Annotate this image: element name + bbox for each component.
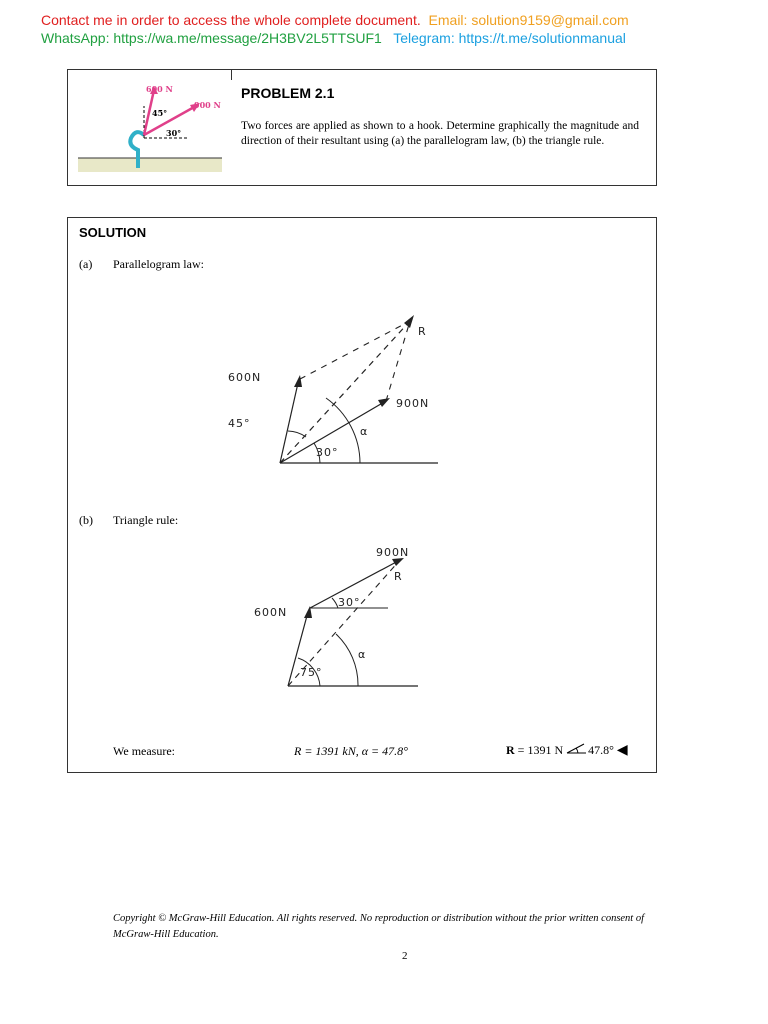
angle-45-arc bbox=[288, 431, 306, 437]
solution-heading: SOLUTION bbox=[79, 225, 147, 240]
problem-title: PROBLEM 2.1 bbox=[241, 85, 335, 101]
angle-30-label: 30° bbox=[166, 128, 182, 138]
end-mark-icon: ◀ bbox=[616, 743, 628, 758]
problem-box bbox=[67, 69, 657, 186]
label-30: 30° bbox=[316, 446, 339, 459]
final-result bbox=[506, 742, 628, 759]
page-number: 2 bbox=[402, 950, 408, 962]
label-alpha: α bbox=[360, 425, 369, 438]
part-a-label: Parallelogram law: bbox=[113, 257, 204, 271]
ground-fill bbox=[78, 158, 222, 172]
label-45: 45° bbox=[228, 417, 251, 430]
label-alpha: α bbox=[358, 648, 367, 661]
contact-email[interactable]: Email: solution9159@gmail.com bbox=[428, 12, 629, 28]
label-30: 30° bbox=[338, 596, 361, 609]
force-900-label: 900 N bbox=[194, 100, 221, 110]
box-tick bbox=[231, 70, 232, 80]
contact-whatsapp[interactable]: WhatsApp: https://wa.me/message/2H3BV2L5TTSUF1 bbox=[41, 30, 382, 46]
label-900n: 900N bbox=[396, 397, 430, 410]
parallel-2 bbox=[386, 321, 410, 401]
label-r: R bbox=[418, 325, 427, 338]
resultant-line bbox=[280, 321, 410, 463]
force-900-head bbox=[378, 398, 390, 407]
parallel-1 bbox=[300, 321, 410, 379]
measure-values: R = 1391 kN, α = 47.8° bbox=[294, 744, 408, 758]
force-600-line bbox=[280, 383, 298, 463]
parallelogram-sketch bbox=[218, 303, 448, 473]
part-b-label: Triangle rule: bbox=[113, 513, 179, 527]
label-75: 75° bbox=[300, 666, 323, 679]
contact-line-2 bbox=[41, 30, 626, 46]
solution-box bbox=[67, 217, 657, 773]
part-a-letter: (a) bbox=[79, 257, 93, 271]
result-angle: 47.8° bbox=[588, 743, 614, 757]
label-600n: 600N bbox=[228, 371, 262, 384]
label-r: R bbox=[394, 570, 403, 583]
alpha-arc bbox=[336, 634, 358, 686]
measure-label: We measure: bbox=[113, 744, 176, 758]
label-900n: 900N bbox=[376, 546, 410, 559]
contact-telegram[interactable]: Telegram: https://t.me/solutionmanual bbox=[393, 30, 626, 46]
part-b-letter: (b) bbox=[79, 513, 93, 527]
force-600-head bbox=[294, 375, 302, 387]
force-600-label: 600 N bbox=[146, 84, 173, 94]
contact-line-1 bbox=[41, 12, 629, 28]
problem-text: Two forces are applied as shown to a hook. Determine graphically the magnitude and direction of their resultant using (a) the parallelogram law, (b) the triangle rule. bbox=[241, 120, 639, 147]
triangle-sketch bbox=[248, 536, 438, 696]
hook-figure bbox=[76, 80, 226, 180]
angle-45-label: 45° bbox=[152, 108, 168, 118]
result-magnitude: = 1391 N bbox=[514, 743, 564, 757]
angle-symbol-icon bbox=[566, 743, 588, 755]
contact-message: Contact me in order to access the whole complete document. bbox=[41, 12, 421, 28]
copyright-notice: Copyright © McGraw-Hill Education. All rights reserved. No reproduction or distribution without the prior written consent of McGraw-Hill Education. bbox=[113, 913, 645, 940]
label-600n: 600N bbox=[254, 606, 288, 619]
result-symbol: R bbox=[506, 743, 515, 757]
